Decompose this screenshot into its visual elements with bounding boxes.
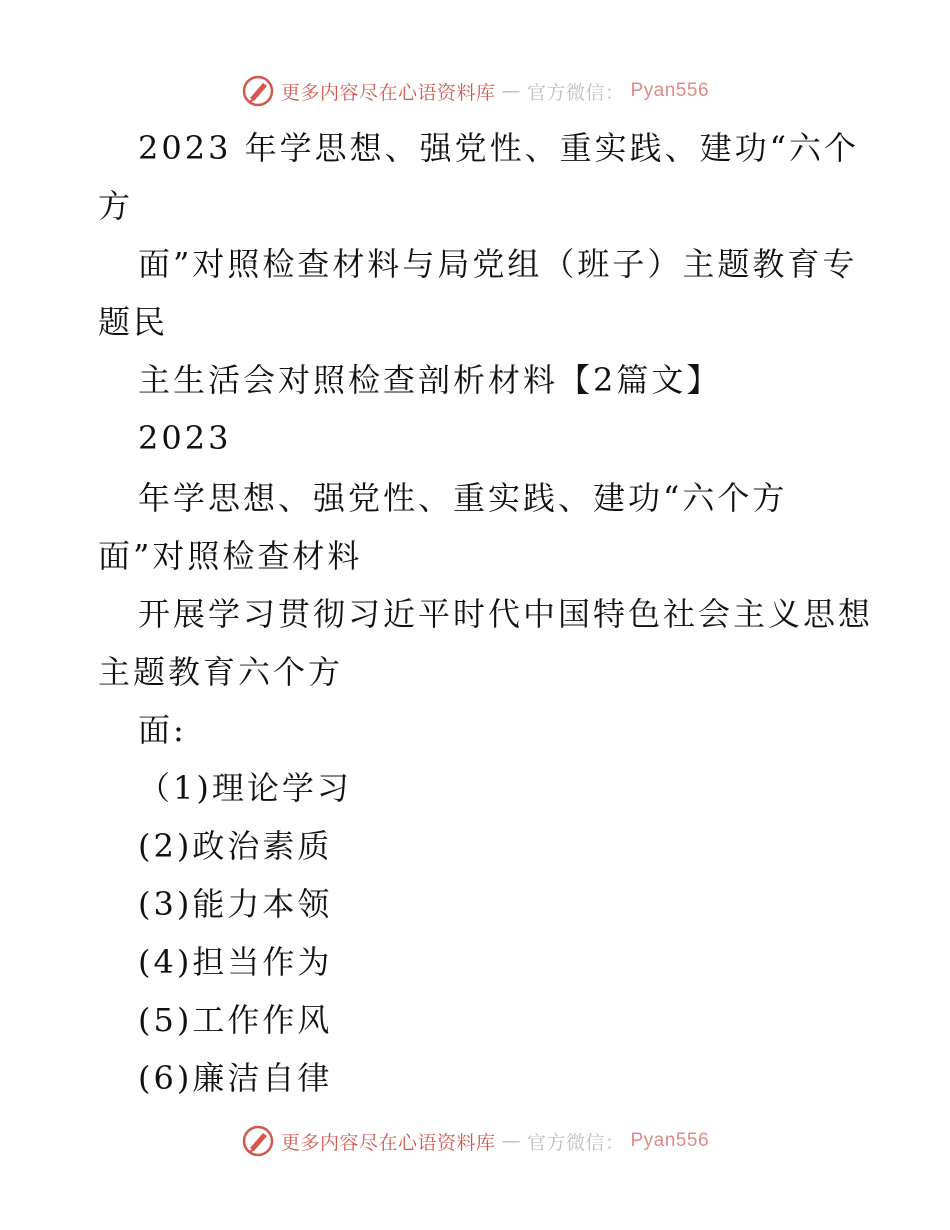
watermark-id: Pyan556 (630, 80, 710, 101)
logo-icon (241, 1124, 275, 1158)
watermark-sub-text: 官方微信： (526, 1131, 625, 1154)
watermark-main-text: 更多内容尽在心语资料库 (280, 81, 496, 104)
header-watermark (0, 74, 950, 108)
watermark-id: Pyan556 (630, 1130, 710, 1151)
watermark-dash: — (501, 1130, 521, 1152)
paragraph-line-2: 主题教育六个方 (98, 653, 344, 691)
title-line-5: 主生活会对照检查剖析材料【2篇文】 (138, 361, 722, 399)
watermark-dash: — (501, 80, 521, 102)
logo-icon (241, 74, 275, 108)
title-line-2: 方 (98, 187, 134, 225)
list-item-4: (4)担当作为 (138, 943, 333, 981)
list-item-2: (2)政治素质 (138, 827, 333, 865)
list-item-1: （1)理论学习 (138, 769, 352, 807)
watermark-main-text: 更多内容尽在心语资料库 (280, 1131, 496, 1154)
section-year: 2023 (138, 419, 232, 457)
footer-watermark (0, 1124, 950, 1158)
paragraph-line-1: 开展学习贯彻习近平时代中国特色社会主义思想 (138, 595, 874, 633)
title-line-4: 题民 (98, 303, 169, 341)
section-title-line-1: 年学思想、强党性、重实践、建功“六个方 (138, 479, 788, 517)
title-line-1: 2023 年学思想、强党性、重实践、建功“六个 (138, 129, 859, 167)
list-item-3: (3)能力本领 (138, 885, 333, 923)
list-item-6: (6)廉洁自律 (138, 1059, 333, 1097)
title-line-3: 面”对照检查材料与局党组（班子）主题教育专 (138, 245, 858, 283)
list-item-5: (5)工作作风 (138, 1001, 333, 1039)
watermark-sub-text: 官方微信： (526, 81, 625, 104)
paragraph-line-3: 面: (138, 711, 187, 749)
section-title-line-2: 面”对照检查材料 (98, 537, 363, 575)
